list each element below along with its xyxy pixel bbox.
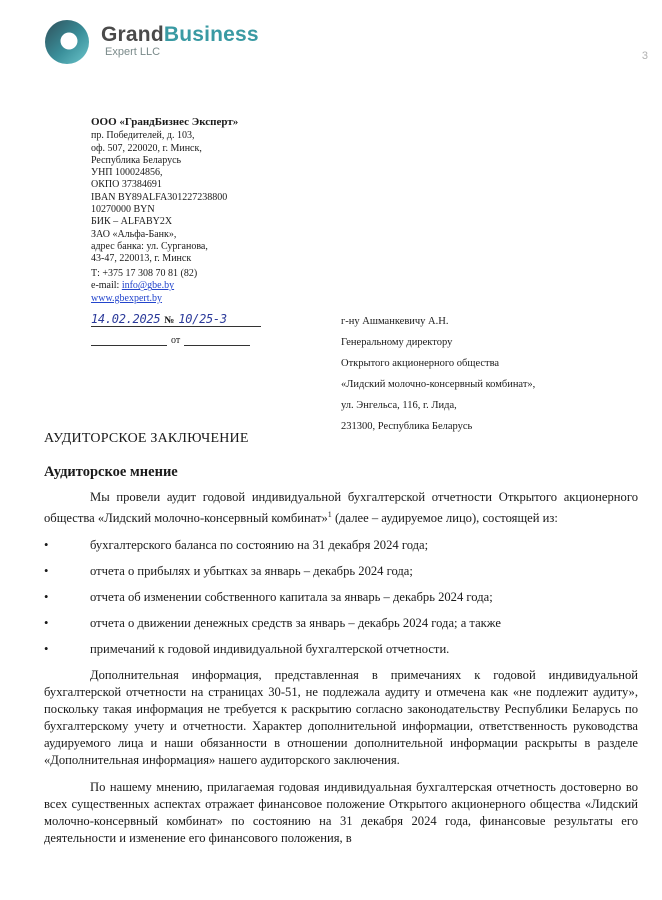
bullet-icon: • <box>44 564 49 579</box>
addressee-line: Открытого акционерного общества <box>341 358 500 369</box>
outgoing-number-line <box>91 310 261 327</box>
bullet-icon: • <box>44 538 49 553</box>
addressee-line: г-ну Ашманкевичу А.Н. <box>341 316 449 327</box>
brand-subtitle: Expert LLC <box>105 46 161 58</box>
list-item-text: отчета о движении денежных средств за январь – декабрь 2024 года; а также <box>90 616 501 631</box>
sender-line: БИК – ALFABY2X <box>91 216 173 228</box>
brand <box>101 24 259 59</box>
statements-list <box>44 537 638 658</box>
page-number: 3 <box>641 50 648 62</box>
list-item-text: бухгалтерского баланса по состоянию на 31 декабря 2024 года; <box>90 538 429 553</box>
intro-text-2: (далее – аудируемое лицо), состоящей из: <box>331 511 558 526</box>
list-item <box>44 537 638 554</box>
brand-name-part1: Grand <box>101 23 164 46</box>
sender-line: ОКПО 37384691 <box>91 179 162 191</box>
sender-line: 10270000 BYN <box>91 204 155 216</box>
footnote-marker: 1 <box>327 510 332 519</box>
sender-email-row <box>91 280 197 292</box>
sender-line: ЗАО «Альфа-Банк», <box>91 228 177 240</box>
addressee-block <box>341 311 535 437</box>
addressee-line: Генеральному директору <box>341 337 453 348</box>
document-body <box>44 489 638 857</box>
sender-block <box>91 116 291 266</box>
addressee-line: «Лидский молочно-консервный комбинат», <box>341 379 536 390</box>
sender-line: пр. Победителей, д. 103, <box>91 130 195 142</box>
brand-name <box>101 24 259 46</box>
additional-info-paragraph: Дополнительная информация, представленная в примечаниях к годовой индивидуальной бухгалтерской отчетности на страницах 30-51, не подлежала аудиту и отмечена как «не подлежит аудиту», поскольку такая информация не требуется к раскрытию согласно законодательству Республики Беларусь по бухгалтерскому учету и отчетности. Характер дополнительной информации, ответственность руководства аудируемого лица и наши обязанности в отношении дополнительной информации раскрыты в разделе «Дополнительная информация» нашего аудиторского заключения. <box>44 668 638 768</box>
from-label: от <box>171 335 181 346</box>
sender-line: IBAN BY89ALFA301227238800 <box>91 191 228 203</box>
addressee-line: 231300, Республика Беларусь <box>341 421 473 432</box>
reference-number-blank <box>91 335 167 346</box>
intro-text-1: Мы провели аудит годовой индивидуальной бухгалтерской отчетности Открытого акционерного общества «Лидский молочно-консервный комбинат» <box>44 490 638 526</box>
email-label: e-mail: <box>91 280 122 292</box>
number-sign: № <box>164 315 175 326</box>
list-item <box>44 563 638 580</box>
sender-line: УНП 100024856, <box>91 167 163 179</box>
list-item-text: примечаний к годовой индивидуальной бухгалтерской отчетности. <box>90 642 450 657</box>
sender-line: адрес банка: ул. Сурганова, <box>91 240 208 252</box>
outgoing-number-block <box>91 310 261 346</box>
list-item <box>44 641 638 658</box>
website-link[interactable]: www.gbexpert.by <box>91 292 163 304</box>
handwritten-number: 10/25-3 <box>178 312 227 326</box>
reference-date-blank <box>184 335 250 346</box>
intro-paragraph <box>44 489 638 527</box>
section-title: Аудиторское мнение <box>44 464 178 480</box>
bullet-icon: • <box>44 642 49 657</box>
email-link[interactable]: info@gbe.by <box>121 280 175 292</box>
sender-line: оф. 507, 220020, г. Минск, <box>91 142 202 154</box>
list-item <box>44 615 638 632</box>
handwritten-date: 14.02.2025 <box>91 312 161 326</box>
sender-line: 43-47, 220013, г. Минск <box>91 253 192 265</box>
list-item-text: отчета об изменении собственного капитала за январь – декабрь 2024 года; <box>90 590 493 605</box>
addressee-line: ул. Энгельса, 116, г. Лида, <box>341 400 457 411</box>
bullet-icon: • <box>44 616 49 631</box>
sender-phone: Т: +375 17 308 70 81 (82) <box>91 268 198 279</box>
reference-line <box>91 335 261 346</box>
sender-name: ООО «ГрандБизнес Эксперт» <box>91 116 239 128</box>
sender-line: Республика Беларусь <box>91 154 182 166</box>
sender-contacts <box>91 268 197 305</box>
brand-name-part2: Business <box>163 23 259 46</box>
ring-logo-icon <box>44 19 90 65</box>
list-item-text: отчета о прибылях и убытках за январь – декабрь 2024 года; <box>90 564 413 579</box>
opinion-paragraph: По нашему мнению, прилагаемая годовая индивидуальная бухгалтерская отчетность достоверно во всех существенных аспектах отражает финансовое положение Открытого акционерного общества «Лидский молочно-консервный комбинат» по состоянию на 31 декабря 2024 года, финансовые результаты его деятельности и изменение его финансового положения, в <box>44 780 638 846</box>
bullet-icon: • <box>44 590 49 605</box>
list-item <box>44 589 638 606</box>
document-title: АУДИТОРСКОЕ ЗАКЛЮЧЕНИЕ <box>44 431 249 446</box>
